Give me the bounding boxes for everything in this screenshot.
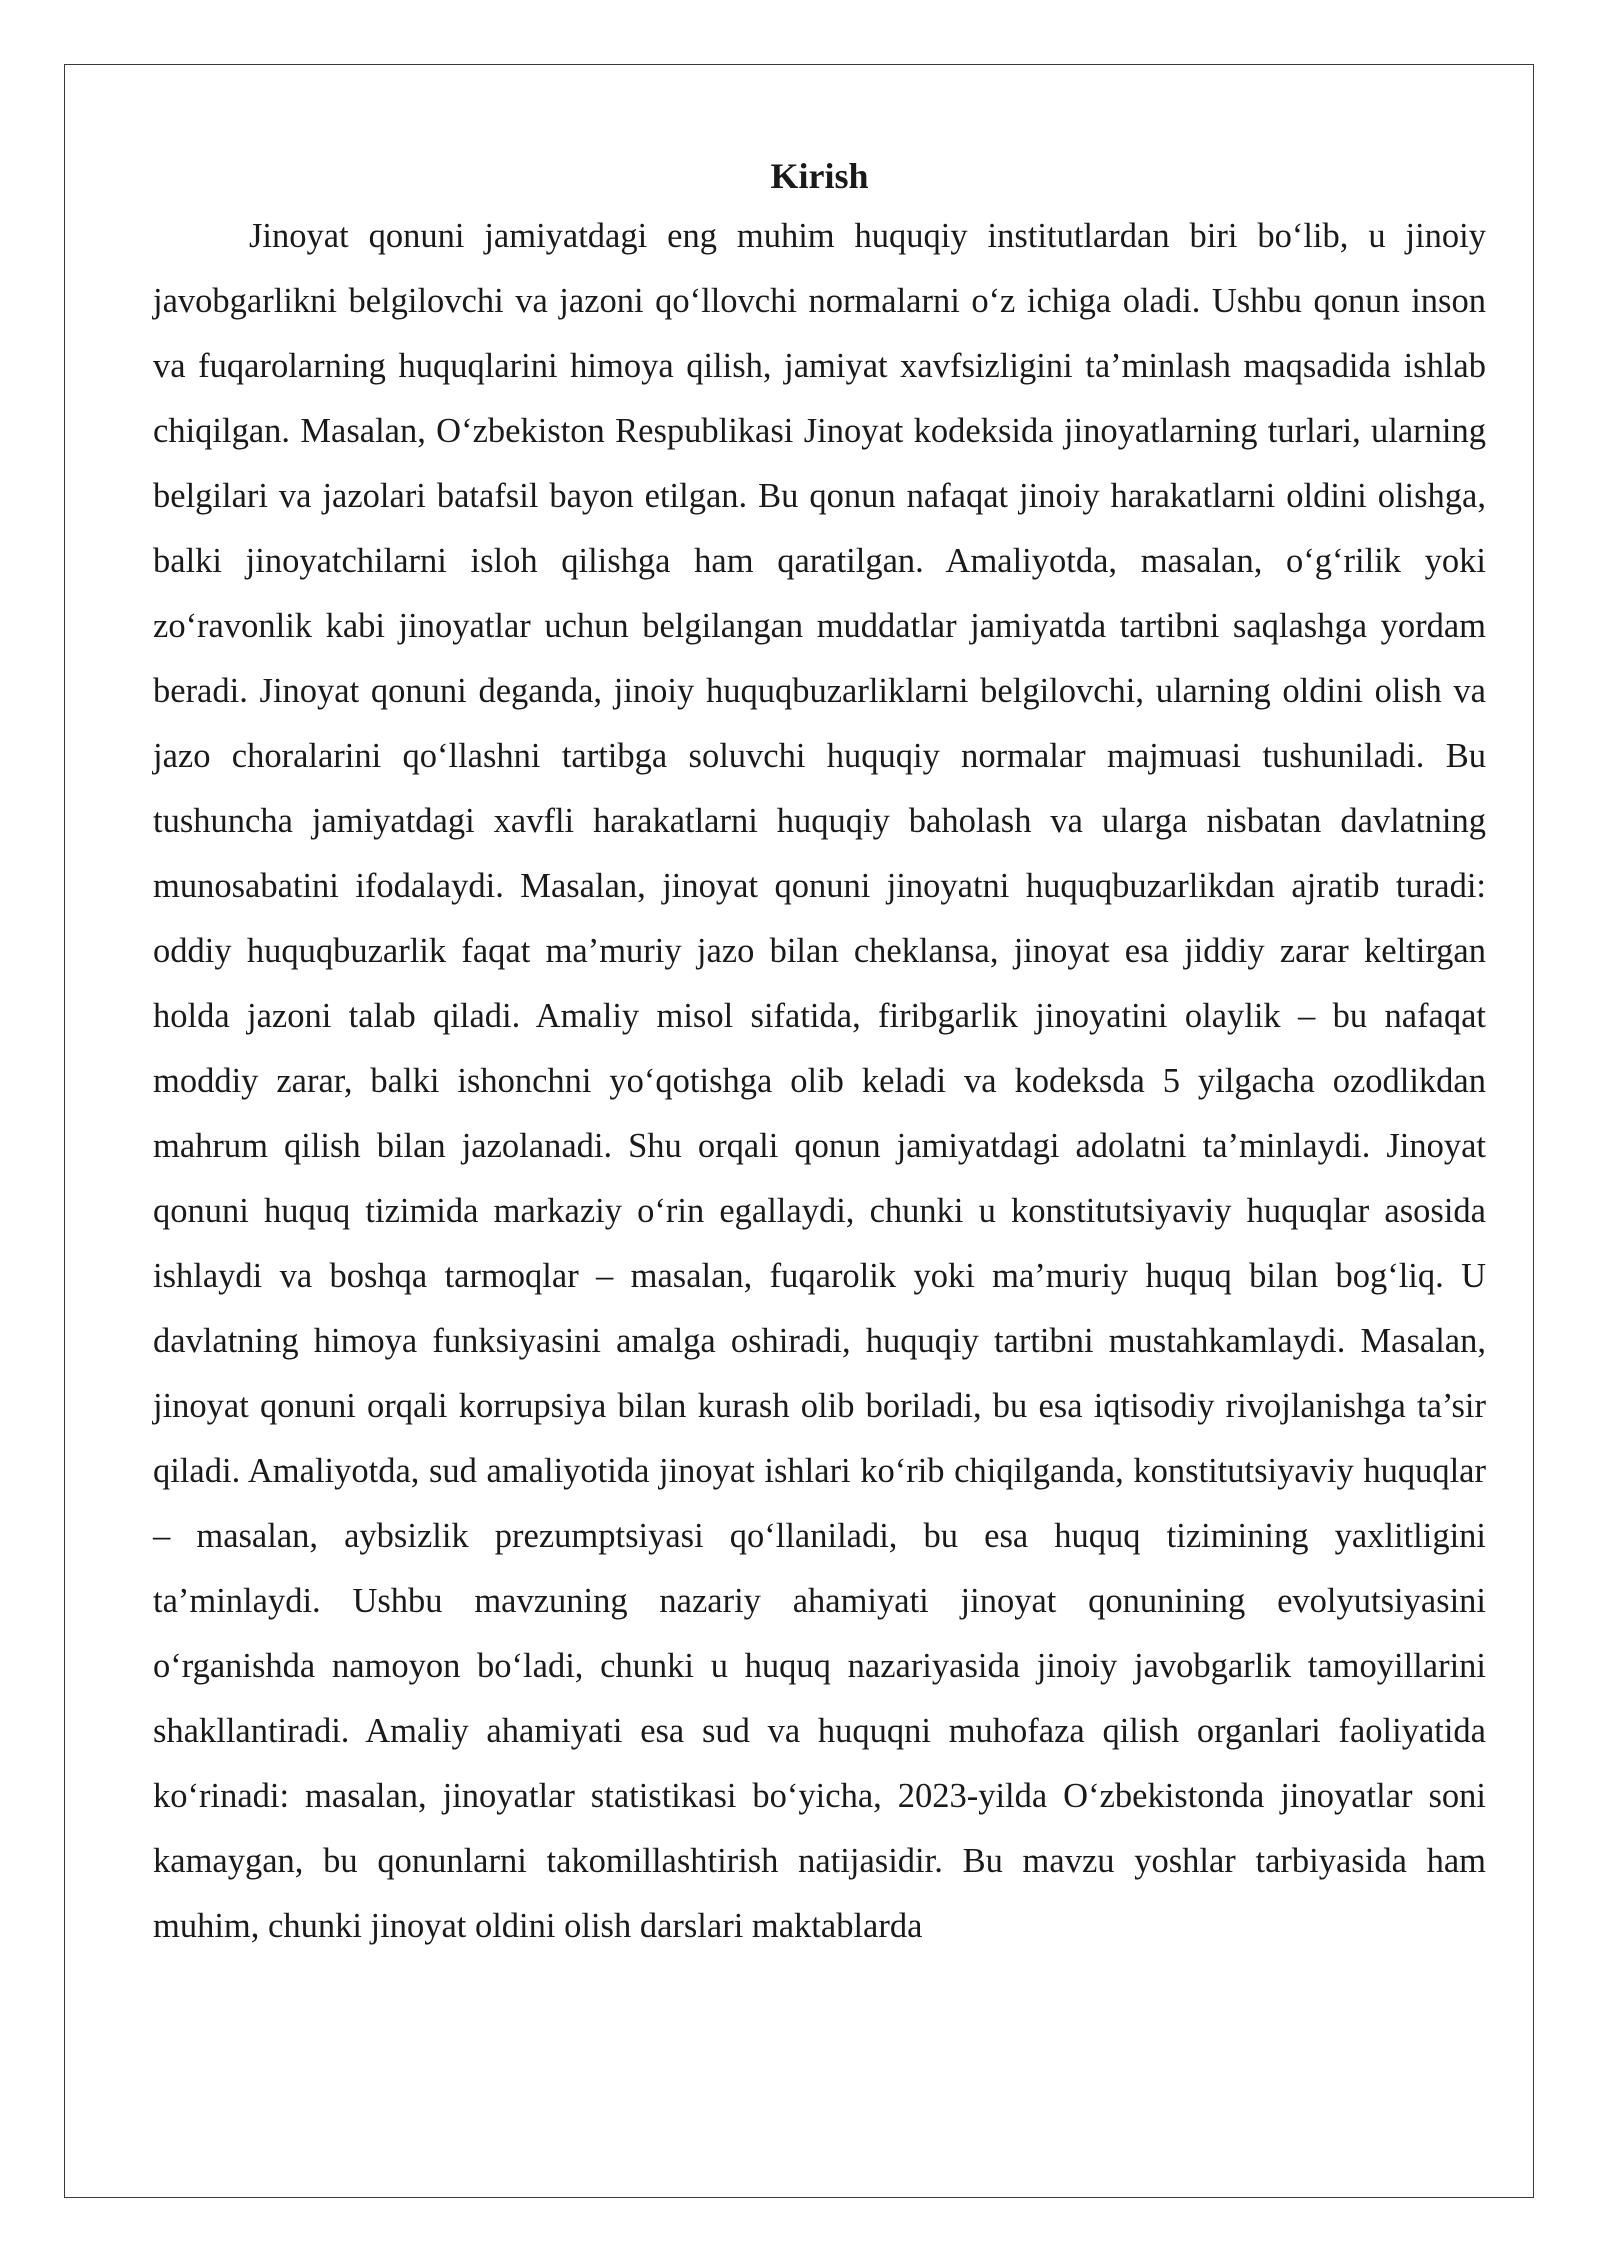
- document-title: Kirish: [770, 156, 869, 196]
- body-paragraph: Jinoyat qonuni jamiyatdagi eng muhim huquqiy institutlardan biri bo‘lib, u jinoiy javobgarlikni belgilovchi va jazoni qo‘llovchi normalarni o‘z ichiga oladi. Ushbu qonun inson va fuqarolarning huquqlarini himoya qilish, jamiyat xavfsizligini ta’minlash maqsadida ishlab chiqilgan. Masalan, O‘zbekiston Respublikasi Jinoyat kodeksida jinoyatlarning turlari, ularning belgilari va jazolari batafsil bayon etilgan. Bu qonun nafaqat jinoiy harakatlarni oldini olishga, balki jinoyatchilarni isloh qilishga ham qaratilgan. Amaliyotda, masalan, o‘g‘rilik yoki zo‘ravonlik kabi jinoyatlar uchun belgilangan muddatlar jamiyatda tartibni saqlashga yordam beradi. Jinoyat qonuni deganda, jinoiy huquqbuzarliklarni belgilovchi, ularning oldini olish va jazo choralarini qo‘llashni tartibga soluvchi huquqiy normalar majmuasi tushuniladi. Bu tushuncha jamiyatdagi xavfli harakatlarni huquqiy baholash va ularga nisbatan davlatning munosabatini ifodalaydi. Masalan, jinoyat qonuni jinoyatni huquqbuzarlikdan ajratib turadi: oddiy huquqbuzarlik faqat ma’muriy jazo bilan cheklansa, jinoyat esa jiddiy zarar keltirgan holda jazoni talab qiladi. Amaliy misol sifatida, firibgarlik jinoyatini olaylik – bu nafaqat moddiy zarar, balki ishonchni yo‘qotishga olib keladi va kodeksda 5 yilgacha ozodlikdan mahrum qilish bilan jazolanadi. Shu orqali qonun jamiyatdagi adolatni ta’minlaydi. Jinoyat qonuni huquq tizimida markaziy o‘rin egallaydi, chunki u konstitutsiyaviy huquqlar asosida ishlaydi va boshqa tarmoqlar – masalan, fuqarolik yoki ma’muriy huquq bilan bog‘liq. U davlatning himoya funksiyasini amalga oshiradi, huquqiy tartibni mustahkamlaydi. Masalan, jinoyat qonuni orqali korrupsiya bilan kurash olib boriladi, bu esa iqtisodiy rivojlanishga ta’sir qiladi. Amaliyotda, sud amaliyotida jinoyat ishlari ko‘rib chiqilganda, konstitutsiyaviy huquqlar – masalan, aybsizlik prezumptsiyasi qo‘llaniladi, bu esa huquq tizimining yaxlitligini ta’minlaydi. Ushbu mavzuning nazariy ahamiyati jinoyat qonunining evolyutsiyasini o‘rganishda namoyon bo‘ladi, chunki u huquq nazariyasida jinoiy javobgarlik tamoyillarini shakllantiradi. Amaliy ahamiyati esa sud va huquqni muhofaza qilish organlari faoliyatida ko‘rinadi: masalan, jinoyatlar statistikasi bo‘yicha, 2023-yilda O‘zbekistonda jinoyatlar soni kamaygan, bu qonunlarni takomillashtirish natijasidir. Bu mavzu yoshlar tarbiyasida ham muhim, chunki jinoyat oldini olish darslari maktablarda: [153, 217, 1486, 1945]
- document-body: [153, 148, 1486, 1959]
